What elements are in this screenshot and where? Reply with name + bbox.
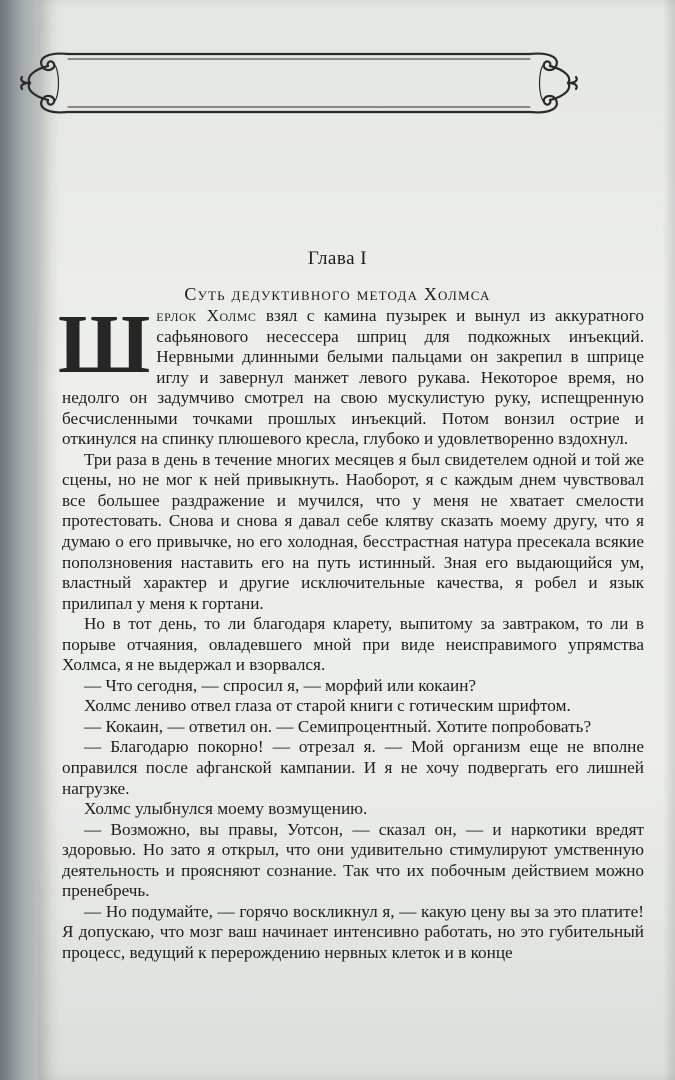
chapter-heading [0, 248, 675, 305]
page-edge-shadow [663, 0, 675, 1080]
chapter-title: Глава I [307, 248, 368, 269]
paragraph-text: взял с камина пузырек и вынул из аккуратного сафьянового несессера шприц для подкожных инъекций. Нервными длинными белыми пальцами он закрепил в шприце иглу и завернул манжет левого рукава. Некоторое время, но недолго он задумчиво смотрел на свою мускулистую руку, испещренную бесчисленными точками прошлых инъекций. Потом вонзил острие и откинулся на спинку плюшевого кресла, глубоко и удовлетворенно вздохнул. [62, 306, 644, 449]
paragraph: — Но подумайте, — горячо воскликнул я, — какую цену вы за это платите! Я допускаю, что мозг ваш начинает интенсивно работать, но это губительный процесс, ведущий к перерождению нервных клеток и в конце [62, 901, 644, 962]
chapter-subtitle: Суть дедуктивного метода Холмса [184, 284, 491, 304]
paragraph: Холмс лениво отвел глаза от старой книги с готическим шрифтом. [84, 696, 571, 716]
paragraph: — Кокаин, — ответил он. — Семипроцентный. Хотите попробовать? [84, 716, 592, 736]
paragraph: — Возможно, вы правы, Уотсон, — сказал он, — и наркотики вредят здоровью. Но зато я открыл, что они удивительно стимулируют умственную деятельность и проясняют сознание. Так что их побочным действием можно пренебречь. [62, 819, 644, 901]
body-text [58, 298, 644, 964]
lead-in-small-caps: ерлок Холмс [156, 306, 257, 325]
paragraph [58, 298, 644, 450]
paragraph: — Что сегодня, — спросил я, — морфий или кокаин? [84, 675, 477, 695]
ornamental-header-frame [18, 40, 580, 126]
paragraph: Три раза в день в течение многих месяцев я был свидетелем одной и той же сцены, но не мог к ней привыкнуть. Наоборот, я с каждым днем чувствовал все большее раздражение и мучился, что у меня не хватает смелости протестовать. Снова и снова я давал себе клятву сказать моему другу, что я думаю о его привычке, но его холодная, бесстрастная натура пресекала всякие поползновения наставить его на путь истинный. Зная его выдающийся ум, властный характер и другие исключительные качества, я робел и язык прилипал у меня к гортани. [62, 449, 644, 613]
drop-cap: Ш [58, 298, 151, 391]
paragraph: Но в тот день, то ли благодаря кларету, выпитому за завтраком, то ли в порыве отчаяния, овладевшего мной при виде неисправимого упрямства Холмса, я не выдержал и взорвался. [62, 614, 644, 675]
paragraph: Холмс улыбнулся моему возмущению. [84, 799, 368, 819]
paragraph: — Благодарю покорно! — отрезал я. — Мой организм еще не вполне оправился после афганской кампании. И я не хочу подвергать его лишней нагрузке. [62, 737, 644, 798]
